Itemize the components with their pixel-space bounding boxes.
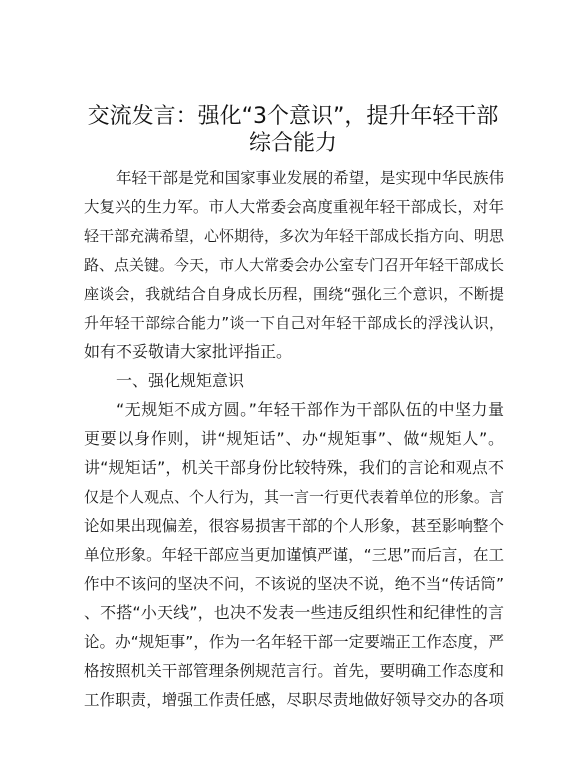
document-title-line-2: 综合能力 [248,131,337,156]
paragraph-line: 仅是个人观点、个人行为，其一言一行更代表着单位的形象。言 [84,488,505,506]
section-heading: 一、强化规矩意识 [116,371,245,390]
paragraph-line: 年轻干部是党和国家事业发展的希望，是实现中华民族伟 [116,169,504,187]
paragraph-line: 路、点关键。今天，市人大常委会办公室专门召开年轻干部成长 [84,256,505,274]
paragraph-line: 作中不该问的坚决不问，不该说的坚决不说，绝不当“传话筒” [84,575,504,593]
paragraph-line: 格按照机关干部管理条例规范言行。首先，要明确工作态度和 [84,662,504,680]
paragraph-line: 升年轻干部综合能力”谈一下自己对年轻干部成长的浮浅认识， [84,314,504,332]
paragraph-line: 座谈会，我就结合自身成长历程，围绕“强化三个意识，不断提 [84,285,504,303]
paragraph-line: 更要以身作则，讲“规矩话”、办“规矩事”、做“规矩人”。 [84,429,504,448]
paragraph-line: “无规矩不成方圆。”年轻干部作为干部队伍的中坚力量 [116,400,504,419]
document-title-line-1: 交流发言：强化“3个意识”，提升年轻干部 [87,104,499,129]
paragraph-line: 讲“规矩话”，机关干部身份比较特殊，我们的言论和观点不 [84,458,504,477]
paragraph-line: 论。办“规矩事”，作为一名年轻干部一定要端正工作态度，严 [84,633,504,651]
paragraph-line: 、不搭“小天线”，也决不发表一些违反组织性和纪律性的言 [84,603,504,622]
paragraph-line: 大复兴的生力军。市人大常委会高度重视年轻干部成长，对年 [84,198,504,216]
paragraph-line: 轻干部充满希望，心怀期待，多次为年轻干部成长指方向、明思 [84,227,505,245]
paragraph-line: 论如果出现偏差，很容易损害干部的个人形象，甚至影响整个 [84,517,504,535]
paragraph-line: 单位形象。年轻干部应当更加谨慎严谨，“三思”而后言，在工 [84,546,504,564]
paragraph-line: 工作职责，增强工作责任感，尽职尽责地做好领导交办的各项 [84,691,504,709]
paragraph-line: 如有不妥敬请大家批评指正。 [84,342,293,361]
